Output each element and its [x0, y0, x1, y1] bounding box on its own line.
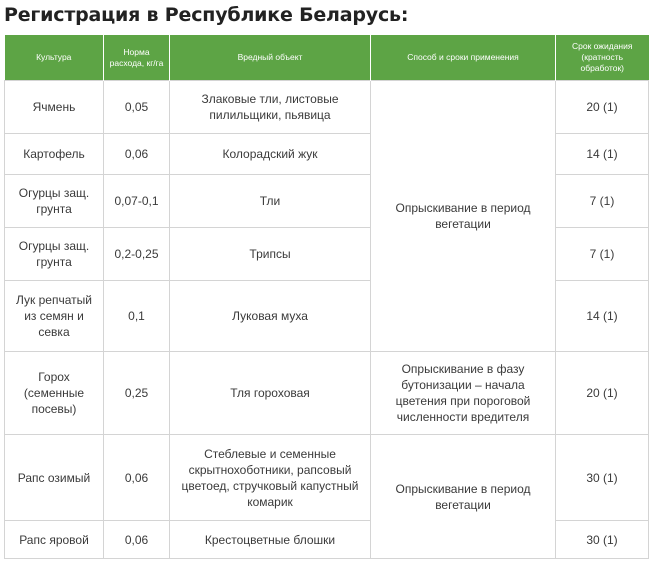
cell-crop: Картофель	[5, 134, 104, 175]
header-method: Способ и сроки применения	[371, 35, 556, 81]
cell-method: Опрыскивание в период вегетации	[371, 81, 556, 352]
cell-waiting: 30 (1)	[556, 435, 649, 521]
cell-waiting: 14 (1)	[556, 134, 649, 175]
cell-pest: Колорадский жук	[170, 134, 371, 175]
cell-method: Опрыскивание в фазу бутонизации – начала цветения при пороговой численности вредителя	[371, 352, 556, 435]
cell-pest: Тли	[170, 175, 371, 228]
cell-rate: 0,25	[104, 352, 170, 435]
cell-pest: Стеблевые и семенные скрытнохоботники, рапсовый цветоед, стручковый капустный комарик	[170, 435, 371, 521]
cell-pest: Тля гороховая	[170, 352, 371, 435]
cell-crop: Рапс яровой	[5, 521, 104, 559]
cell-waiting: 14 (1)	[556, 281, 649, 352]
cell-pest: Злаковые тли, листовые пилильщики, пьявица	[170, 81, 371, 134]
header-pest: Вредный объект	[170, 35, 371, 81]
cell-waiting: 20 (1)	[556, 352, 649, 435]
cell-pest: Крестоцветные блошки	[170, 521, 371, 559]
cell-crop: Ячмень	[5, 81, 104, 134]
cell-rate: 0,06	[104, 435, 170, 521]
cell-pest: Луковая муха	[170, 281, 371, 352]
registration-table	[4, 35, 649, 559]
cell-crop: Огурцы защ. грунта	[5, 228, 104, 281]
cell-crop: Огурцы защ. грунта	[5, 175, 104, 228]
cell-rate: 0,06	[104, 521, 170, 559]
header-waiting: Срок ожидания (кратность обработок)	[556, 35, 649, 81]
cell-rate: 0,1	[104, 281, 170, 352]
cell-rate: 0,06	[104, 134, 170, 175]
header-crop: Культура	[5, 35, 104, 81]
cell-crop: Лук репчатый из семян и севка	[5, 281, 104, 352]
cell-crop: Рапс озимый	[5, 435, 104, 521]
cell-waiting: 20 (1)	[556, 81, 649, 134]
cell-rate: 0,07-0,1	[104, 175, 170, 228]
cell-rate: 0,2-0,25	[104, 228, 170, 281]
cell-method: Опрыскивание в период вегетации	[371, 435, 556, 559]
table-header-row	[5, 35, 649, 81]
table-row	[5, 352, 649, 435]
page-title: Регистрация в Республике Беларусь:	[4, 4, 409, 26]
cell-pest: Трипсы	[170, 228, 371, 281]
cell-rate: 0,05	[104, 81, 170, 134]
cell-waiting: 7 (1)	[556, 175, 649, 228]
table-row	[5, 81, 649, 134]
header-rate: Норма расхода, кг/га	[104, 35, 170, 81]
table-row	[5, 435, 649, 521]
cell-waiting: 30 (1)	[556, 521, 649, 559]
cell-waiting: 7 (1)	[556, 228, 649, 281]
cell-crop: Горох (семенные посевы)	[5, 352, 104, 435]
